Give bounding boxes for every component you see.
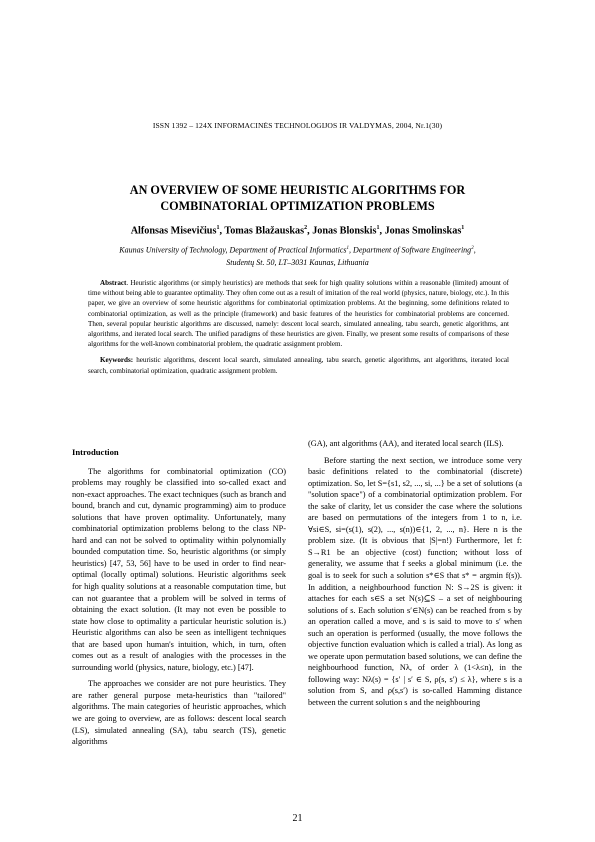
right-column: [308, 438, 522, 714]
author-list: [40, 225, 555, 236]
author-4: Jonas Smolinskas: [384, 225, 462, 237]
page-number: 21: [292, 813, 303, 824]
keywords-paragraph: [88, 355, 509, 375]
definitions-paragraph: Before starting the next section, we introduce some very basic definitions related to the combinatorial (discrete) optimization. So, let S={s1, s2, ..., si, ...} be a set of solutions (a "solution space") of a combinatorial optimization problem. For the sake of clarity, let us consider the case where the solutions are based on permutations of the integers from 1 to n, i.e. ∀si∈S, si=(s(1), s(2), ..., s(n))∈{1, 2, ..., n}. Here n is the problem size. (It is obvious that |S|=n!) Furthermore, let f: S→R1 be an objective (cost) function; without loss of generality, we assume that f seeks a global minimum (i.e. the goal is to seek for such a solution s*∈S that s* = argmin f(s)). In addition, a neighbourhood function N: S→2S is given: it attaches for each s∈S a set N(s)⊆S – a set of neighbouring solutions of s. Each solution s′∈N(s) can be reached from s by an operation called a move, and s is said to move to s′ when such an operation is performed (usually, the move follows the objective function evaluation which is called a trial). As long as we operate upon permutation based solutions, we can define the neighbourhood function, Nλ, of order λ (1<λ≤n), in the following way: Nλ(s) = {s′ | s′ ∈ S, ρ(s, s′) ≤ λ}, where s is a solution from S, and ρ(s,s′) is so-called Hamming distance between the current solution s and the neighbouring: [308, 455, 522, 708]
affiliation-comma: ,: [473, 245, 476, 255]
author-2-affil: 2: [304, 225, 308, 231]
keywords-label: Keywords:: [100, 356, 134, 365]
title-line-2: COMBINATORIAL OPTIMIZATION PROBLEMS: [160, 198, 435, 213]
title-line-1: AN OVERVIEW OF SOME HEURISTIC ALGORITHMS FOR: [129, 183, 466, 197]
affiliation-line-2: Studentų St. 50, LT–3031 Kaunas, Lithuania: [226, 258, 369, 268]
abstract-text: . Heuristic algorithms (or simply heuristics) are methods that seek for high quality solutions within a reasonable (limited) amount of time without being able to guarantee optimality. They often come out as a result of imitation of the real world (physics, nature, biology, etc.). In this paper, we give an overview of some heuristic algorithms for combinatorial optimization problems. At the beginning, some definitions related to combinatorial optimization, as well as the principle (framework) and basic features of the heuristics for combinatorial problems are concerned. Then, several popular heuristic algorithms are discussed, namely: descent local search, simulated annealing, tabu search, genetic algorithms, ant algorithms, and iterated local search. The unified paradigms of these heuristics are given. Finally, we present some results of comparisons of these algorithms for the well-known combinatorial problem, the quadratic assignment problem.: [88, 279, 509, 349]
affiliation-marker-1: 1: [346, 246, 350, 251]
intro-paragraph-1: The algorithms for combinatorial optimization (CO) problems may roughly be classified into so-called exact and non-exact approaches. The exact techniques (such as branch and bound, branch and cut, dynamic programming) aim to produce solutions that have proven optimality. Unfortunately, many combinatorial optimization problems belong to the class NP-hard and can not be solved to optimality within polynomially bounded computation time. So, heuristic algorithms (or simply heuristics) [47, 53, 56] have to be used in order to find near-optimal (locally optimal) solutions. Heuristic algorithms seek for high quality solutions at a reasonable computation time, but can not guarantee that a problem will be solved in terms of obtaining the exact solution. (It may not even be possible to state how close to optimality a particular heuristic solution is.) Heuristic algorithms can also be seen as intelligent techniques that are based upon human's intuition, which, in turn, often comes out as a result of analogies with the processes in the surrounding world (physics, nature, biology, etc.) [47].: [72, 466, 286, 672]
affiliation-dept-2: , Department of Software Engineering: [349, 245, 472, 255]
keywords-text: heuristic algorithms, descent local search, simulated annealing, tabu search, genetic algorithms, ant algorithms, iterated local search, combinatorial optimization, quadratic assignment problem.: [88, 356, 509, 375]
author-separator: ,: [307, 225, 313, 237]
affiliation-dept-1: Kaunas University of Technology, Department of Practical Informatics: [119, 245, 347, 255]
author-3: Jonas Blonskis: [312, 225, 377, 237]
author-separator: ,: [219, 225, 225, 237]
abstract-paragraph: [88, 278, 509, 349]
section-heading-introduction: Introduction: [72, 447, 119, 457]
author-4-affil: 1: [461, 225, 465, 231]
affiliation: [50, 243, 545, 270]
author-2: Tomas Blažauskas: [224, 225, 305, 237]
right-paragraph-continued: (GA), ant algorithms (AA), and iterated local search (ILS).: [308, 439, 504, 448]
author-1-affil: 1: [216, 225, 220, 231]
paper-title: [60, 183, 535, 214]
left-column: [72, 447, 286, 753]
author-1: Alfonsas Misevičius: [130, 225, 217, 237]
journal-header: ISSN 1392 – 124X INFORMACINĖS TECHNOLOGIJOS IR VALDYMAS, 2004, Nr.1(30): [152, 121, 443, 130]
affiliation-marker-2: 2: [471, 246, 474, 251]
intro-paragraph-2: The approaches we consider are not pure heuristics. They are rather general purpose meta-heuristics than "tailored" algorithms. The main categories of heuristic approaches, which we are going to overview, are as follows: descent local search (LS), simulated annealing (SA), tabu search (TS), genetic algorithms: [72, 679, 286, 747]
author-separator: ,: [379, 225, 385, 237]
abstract-label: Abstract: [100, 279, 127, 287]
abstract: [88, 278, 509, 376]
affiliation-line-1: [50, 243, 545, 257]
author-3-affil: 1: [376, 225, 380, 231]
